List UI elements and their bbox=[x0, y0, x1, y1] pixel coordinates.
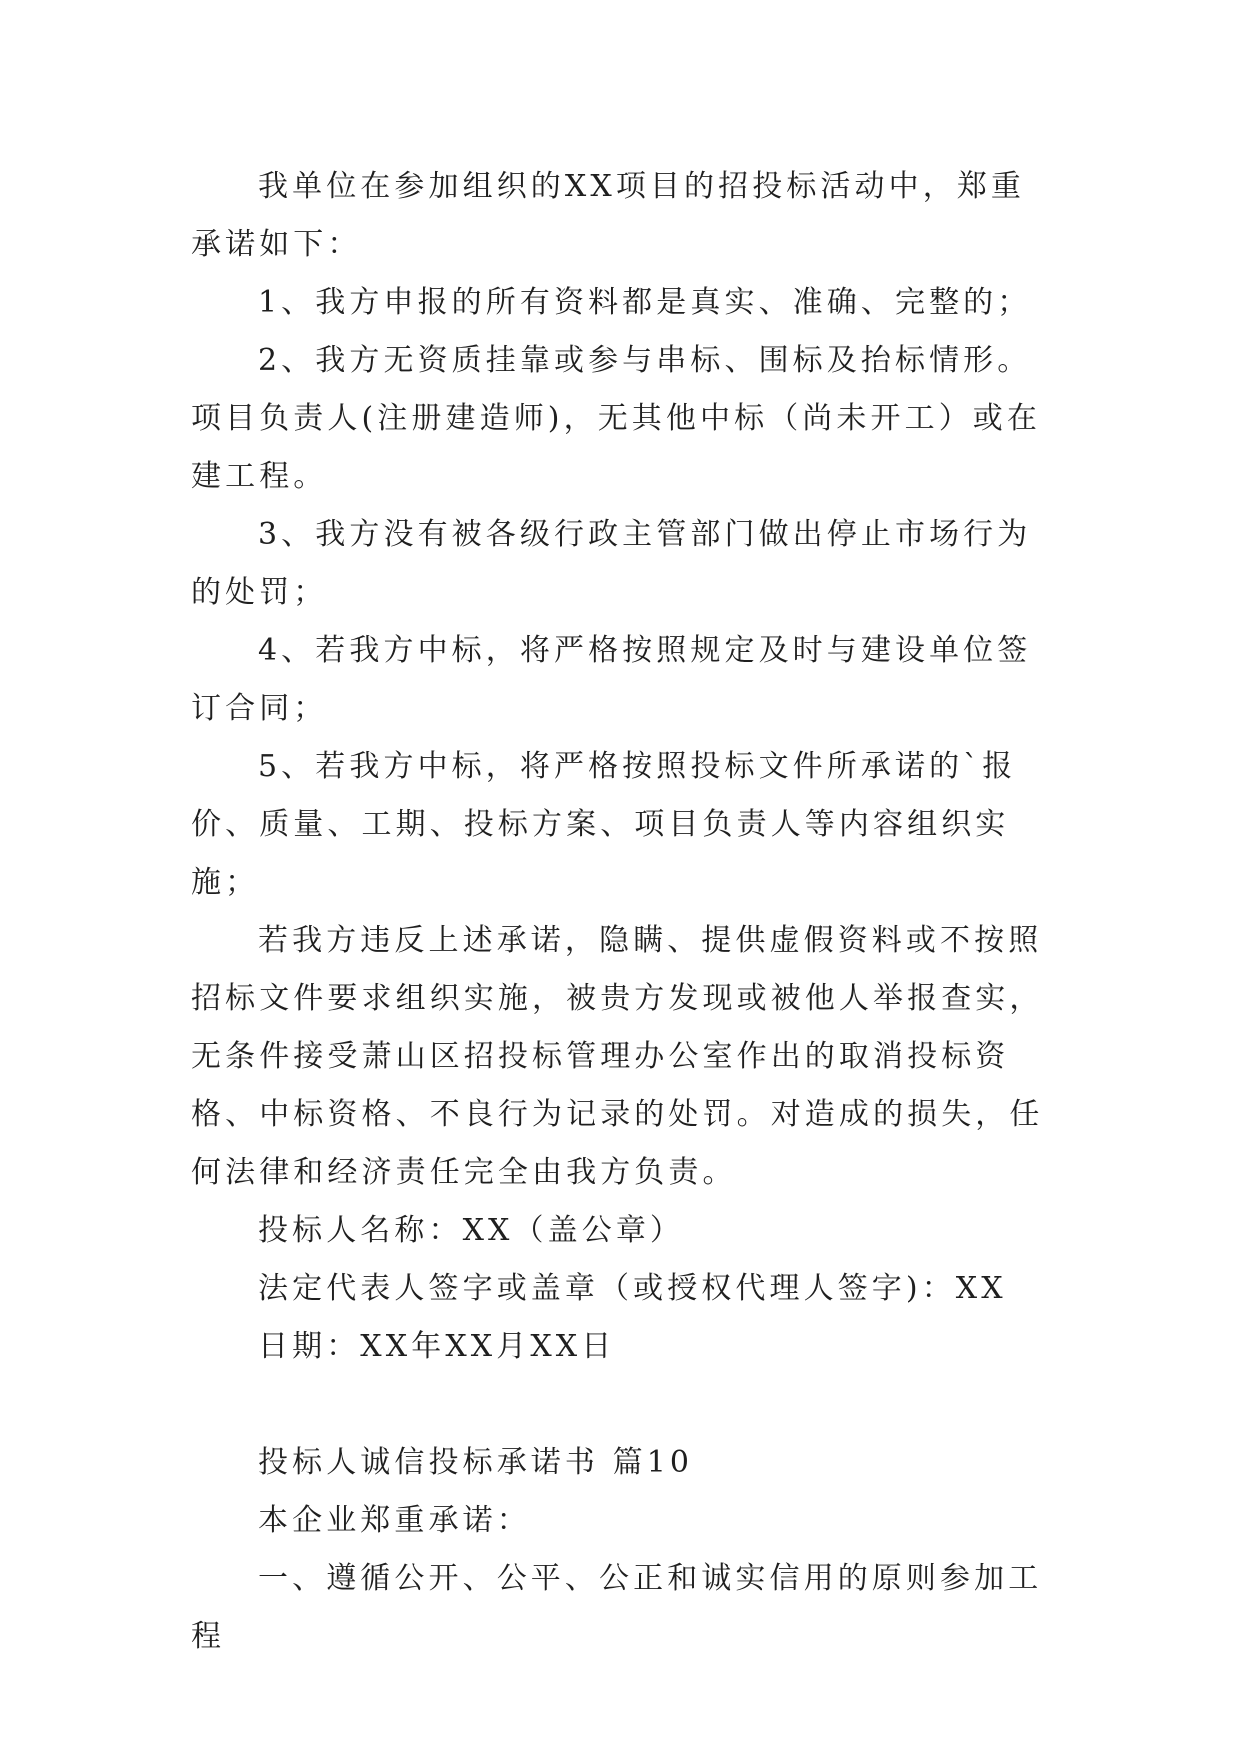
bidder-name-line: 投标人名称：XX（盖公章） bbox=[258, 1213, 685, 1248]
section-paragraph-2: 一、遵循公开、公平、公正和诚实信用的原则参加工程 bbox=[191, 1561, 1043, 1654]
section-gap bbox=[191, 1376, 1051, 1434]
date-line: 日期：XX年XX月XX日 bbox=[258, 1329, 616, 1364]
paragraph-intro: 我单位在参加组织的XX项目的招投标活动中，郑重承诺如下： bbox=[191, 169, 1026, 262]
paragraph-item-2: 2、我方无资质挂靠或参与串标、围标及抬标情形。项目负责人(注册建造师)，无其他中标（尚未开工）或在建工程。 bbox=[191, 343, 1042, 494]
paragraph-item-1: 1、我方申报的所有资料都是真实、准确、完整的； bbox=[258, 285, 1032, 320]
section-title: 投标人诚信投标承诺书 篇10 bbox=[258, 1445, 694, 1480]
paragraph-item-5: 5、若我方中标，将严格按照投标文件所承诺的`报价、质量、工期、投标方案、项目负责人等内容组织实施； bbox=[191, 749, 1017, 900]
paragraph-item-4: 4、若我方中标，将严格按照规定及时与建设单位签订合同； bbox=[191, 633, 1032, 726]
document-body bbox=[191, 158, 1051, 1666]
paragraph-violation: 若我方违反上述承诺，隐瞒、提供虚假资料或不按照招标文件要求组织实施，被贵方发现或被他人举报查实，无条件接受萧山区招投标管理办公室作出的取消投标资格、中标资格、不良行为记录的处罚。对造成的损失，任何法律和经济责任完全由我方负责。 bbox=[191, 923, 1044, 1190]
legal-representative-line: 法定代表人签字或盖章（或授权代理人签字)：XX bbox=[258, 1271, 1007, 1306]
section-paragraph-1: 本企业郑重承诺： bbox=[258, 1503, 531, 1538]
paragraph-item-3: 3、我方没有被各级行政主管部门做出停止市场行为的处罚； bbox=[191, 517, 1032, 610]
